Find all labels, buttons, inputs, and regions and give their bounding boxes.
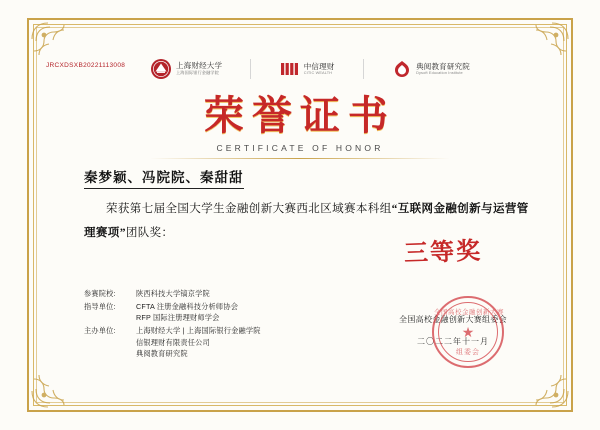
seal-star-icon: ★	[461, 324, 475, 340]
seal-bottom-text: 组委会	[456, 349, 480, 356]
title-divider	[150, 158, 450, 159]
dysoft-logo-en: Dysoft Education Institute	[416, 70, 463, 75]
recipient-names: 秦梦颖、冯院院、秦甜甜	[84, 166, 244, 189]
info-label: 主办单位:	[84, 325, 116, 335]
sponsor-logo-bar	[150, 52, 470, 86]
logo-divider	[363, 59, 364, 79]
certificate-title-block	[0, 93, 600, 159]
dysoft-education-logo	[392, 59, 470, 79]
seal-arc-text: 全国高校金融创新大赛	[434, 309, 504, 316]
info-value: 信银理财有限责任公司	[136, 337, 210, 347]
info-value-group	[136, 325, 261, 360]
award-statement-suffix: 团队奖：	[125, 226, 174, 239]
info-label: 参赛院校:	[84, 289, 116, 298]
info-value: 陕西科技大学镐京学院	[136, 289, 210, 298]
info-value-group	[136, 288, 210, 300]
info-value: CFTA 注册金融科技分析师协会	[136, 301, 239, 311]
dysoft-emblem-icon	[392, 59, 412, 79]
corner-ornament-icon	[526, 365, 570, 409]
award-statement-prefix: 荣获第七届全国大学生金融创新大赛西北区域赛本科组	[106, 203, 392, 215]
corner-ornament-icon	[30, 21, 74, 65]
info-row	[84, 288, 261, 300]
info-label: 指导单位:	[84, 301, 116, 311]
citic-wealth-logo	[280, 59, 335, 79]
corner-ornament-icon	[526, 21, 570, 65]
serial-number: JRCXDSXB20221113008	[46, 62, 126, 69]
award-statement-highlight: “互联网金融创新与运营管理赛项”	[84, 203, 529, 239]
info-value: RFP 国际注册理财师学会	[136, 313, 220, 323]
shufe-logo-name: 上海财经大学	[176, 61, 223, 71]
official-seal-stamp	[432, 296, 504, 368]
citic-logo-name: 中信理财	[303, 61, 335, 71]
logo-divider	[250, 59, 251, 79]
page-subtitle: CERTIFICATE OF HONOR	[216, 143, 384, 153]
shufe-emblem-icon	[150, 58, 172, 80]
issuing-organization: 全国高校金融创新大赛组委会	[399, 315, 507, 324]
citic-logo-en: CITIC WEALTH	[303, 70, 333, 75]
issue-date: 二〇二二年十一月	[417, 337, 489, 346]
corner-ornament-icon	[30, 365, 74, 409]
info-value: 典阅教育研究院	[136, 349, 188, 359]
info-value-group	[136, 301, 238, 324]
shufe-logo	[150, 58, 222, 80]
citic-emblem-icon	[280, 59, 300, 79]
info-value: 上海财经大学 | 上海国际银行金融学院	[136, 325, 261, 335]
certificate-info-list	[84, 288, 261, 361]
page-title: 荣誉证书	[204, 93, 396, 138]
info-row	[84, 325, 261, 360]
dysoft-logo-name: 典阅教育研究院	[416, 61, 470, 71]
info-row	[84, 301, 261, 324]
shufe-logo-sub: 上海国际银行金融学院	[176, 69, 219, 75]
award-grade: 三等奖	[403, 238, 483, 268]
